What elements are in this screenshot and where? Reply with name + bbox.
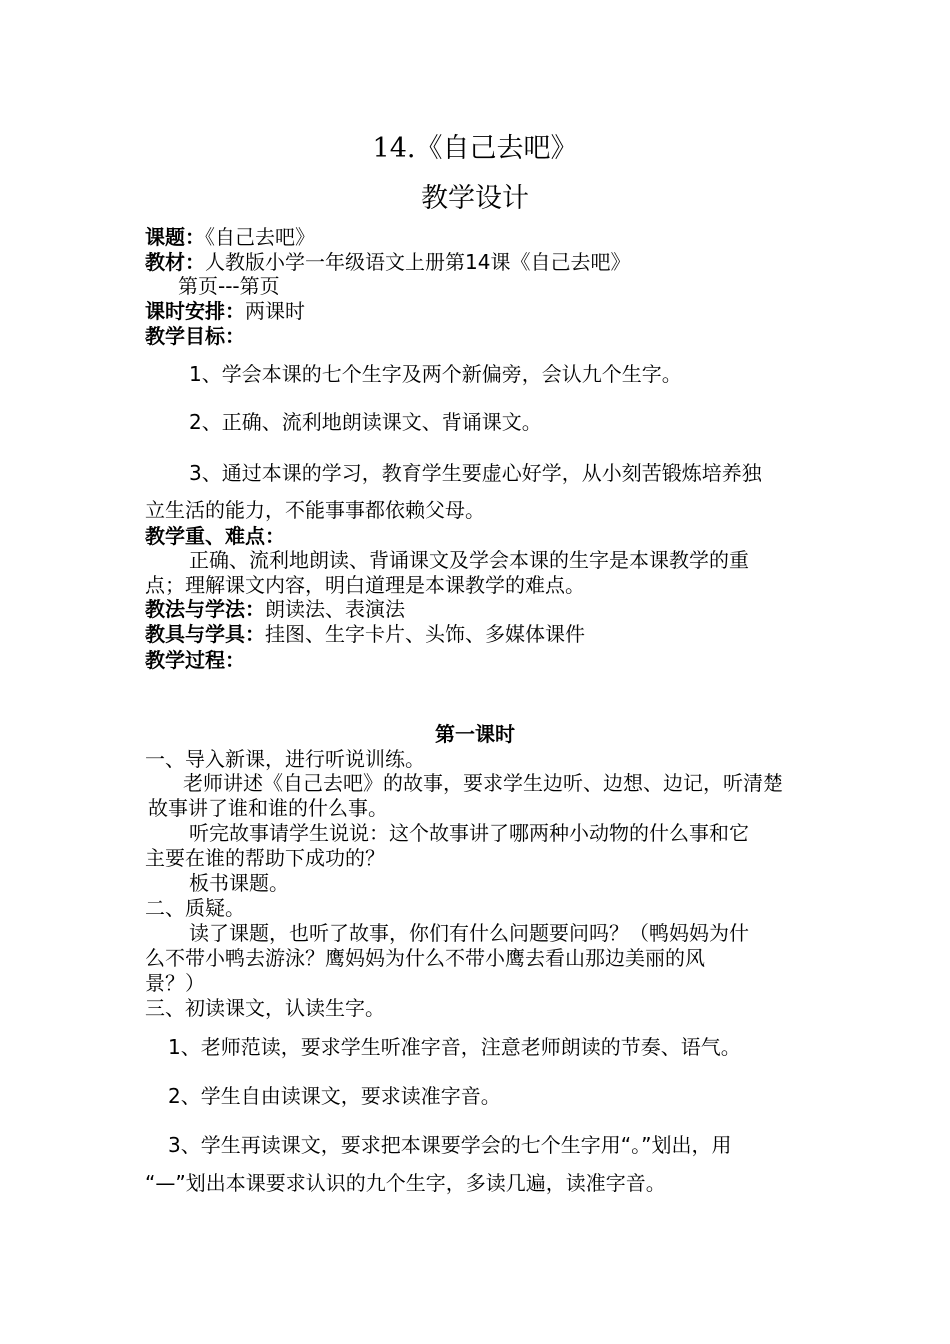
list-item: 3、学生再读课文，要求把本课要学会的七个生字用“。”划出，用	[168, 1133, 732, 1157]
list-item: 1、老师范读，要求学生听准字音，注意老师朗读的节奏、语气。	[168, 1035, 741, 1059]
list-item-continued: “—”划出本课要求认识的九个生字，多读几遍，读准字音。	[145, 1171, 666, 1195]
methods-line	[145, 597, 405, 621]
schedule-value: 两课时	[245, 299, 305, 323]
goal-item: 3、通过本课的学习，教育学生要虚心好学，从小刻苦锻炼培养独	[189, 461, 762, 485]
material-label: 教材：	[145, 250, 205, 274]
tools-label: 教具与学具：	[145, 622, 265, 646]
paragraph-line: 么不带小鸭去游泳？鹰妈妈为什么不带小鹰去看山那边美丽的风	[145, 946, 705, 970]
schedule-line	[145, 299, 305, 323]
goal-item: 1、学会本课的七个生字及两个新偏旁，会认九个生字。	[189, 362, 682, 386]
keypoints-label: 教学重、难点：	[145, 524, 285, 548]
list-item: 2、学生自由读课文，要求读准字音。	[168, 1084, 501, 1108]
topic-line	[145, 225, 315, 249]
methods-label: 教法与学法：	[145, 597, 265, 621]
topic-label: 课题：	[145, 225, 205, 249]
section-heading: 二、质疑。	[145, 896, 245, 920]
methods-value: 朗读法、表演法	[265, 597, 405, 621]
paragraph-line: 故事讲了谁和谁的什么事。	[148, 796, 388, 820]
document-title: 14.《自己去吧》	[372, 133, 578, 164]
goals-label: 教学目标：	[145, 324, 245, 348]
process-label: 教学过程：	[145, 648, 245, 672]
section-heading: 一、导入新课，进行听说训练。	[145, 747, 425, 771]
material-pages: 第页---第页	[178, 274, 280, 298]
paragraph-line: 景？）	[145, 971, 205, 995]
keypoints-text: 点；理解课文内容，明白道理是本课教学的难点。	[145, 573, 585, 597]
schedule-label: 课时安排：	[145, 299, 245, 323]
section-heading: 三、初读课文，认读生字。	[145, 996, 385, 1020]
goal-item-continued: 立生活的能力，不能事事都依赖父母。	[145, 498, 485, 522]
tools-line	[145, 622, 585, 646]
material-value: 人教版小学一年级语文上册第14课《自己去吧》	[205, 250, 631, 274]
document-subtitle: 教学设计	[421, 183, 529, 214]
paragraph-line: 老师讲述《自己去吧》的故事，要求学生边听、边想、边记，听清楚	[183, 771, 783, 795]
lesson1-heading: 第一课时	[435, 722, 515, 746]
paragraph-line: 板书课题。	[189, 871, 289, 895]
topic-value: 《自己去吧》	[205, 225, 315, 249]
keypoints-text: 正确、流利地朗读、背诵课文及学会本课的生字是本课教学的重	[189, 548, 749, 572]
material-line	[145, 250, 630, 274]
paragraph-line: 听完故事请学生说说：这个故事讲了哪两种小动物的什么事和它	[189, 821, 749, 845]
goal-item: 2、正确、流利地朗读课文、背诵课文。	[189, 410, 542, 434]
paragraph-line: 读了课题，也听了故事，你们有什么问题要问吗？（鸭妈妈为什	[189, 921, 749, 945]
paragraph-line: 主要在谁的帮助下成功的？	[145, 846, 385, 870]
tools-value: 挂图、生字卡片、头饰、多媒体课件	[265, 622, 585, 646]
